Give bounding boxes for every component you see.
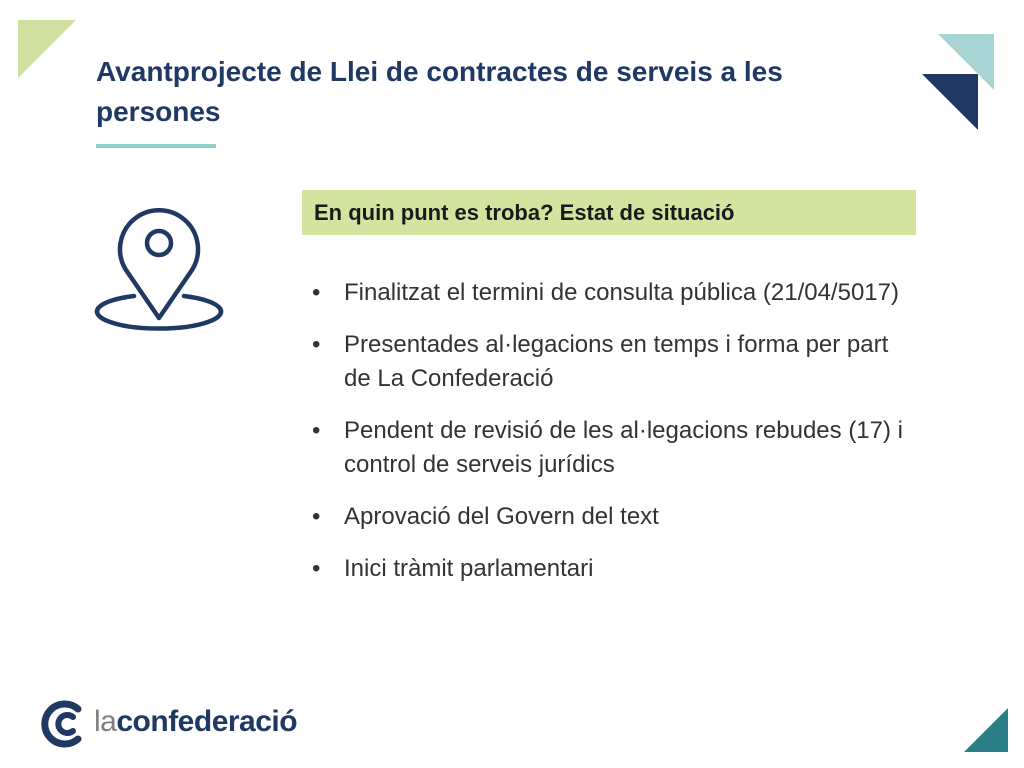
list-item <box>312 328 912 396</box>
logo-prefix: la <box>94 705 117 738</box>
list-item <box>312 500 912 534</box>
list-item-text: Inici tràmit parlamentari <box>344 555 594 582</box>
bullet-dot: • <box>312 279 321 306</box>
corner-triangle-bottom-right <box>964 708 1008 752</box>
slide-title: Avantprojecte de Llei de contractes de serveis a les persones <box>96 56 783 127</box>
logo-text <box>94 702 297 742</box>
bullet-dot: • <box>312 417 321 444</box>
bullet-dot: • <box>312 555 321 582</box>
list-item <box>312 552 912 586</box>
list-item-text: Presentades al·legacions en temps i forma per part de La Confederació <box>344 331 889 392</box>
title-underline <box>96 144 216 148</box>
list-item-text: Finalitzat el termini de consulta pública (21/04/5017) <box>344 279 899 306</box>
bullet-dot: • <box>312 331 321 358</box>
list-item <box>312 414 912 482</box>
corner-triangle-top-left <box>18 20 76 78</box>
status-bullet-list <box>312 276 912 604</box>
corner-triangles-top-right <box>922 34 994 132</box>
location-pin-icon <box>92 200 226 334</box>
bullet-dot: • <box>312 503 321 530</box>
list-item-text: Pendent de revisió de les al·legacions rebudes (17) i control de serveis jurídics <box>344 417 903 478</box>
logo-mark-icon <box>38 698 90 750</box>
logo-name: confederació <box>116 705 298 738</box>
list-item-text: Aprovació del Govern del text <box>344 503 659 530</box>
list-item <box>312 276 912 310</box>
section-header: En quin punt es troba? Estat de situació <box>302 190 916 235</box>
